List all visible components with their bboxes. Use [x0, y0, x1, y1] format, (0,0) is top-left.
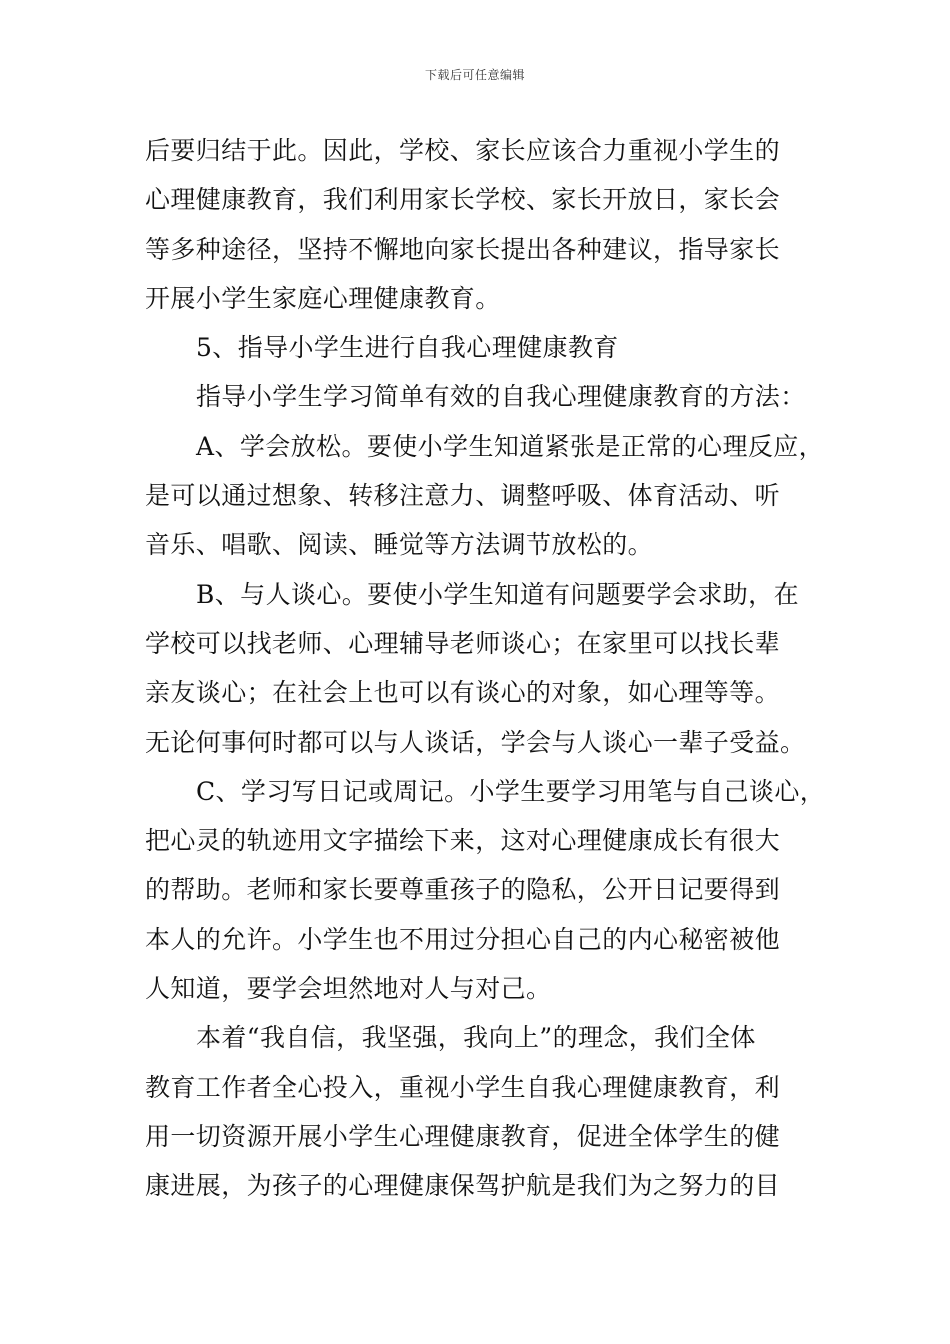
body-line: 康进展，为孩子的心理健康保驾护航是我们为之努力的目	[145, 1171, 781, 1201]
body-line: 无论何事何时都可以与人谈话，学会与人谈心一辈子受益。	[145, 727, 806, 757]
body-line: 人知道，要学会坦然地对人与对己。	[145, 974, 552, 1004]
body-line: 学校可以找老师、心理辅导老师谈心；在家里可以找长辈	[145, 628, 781, 658]
body-line: 用一切资源开展小学生心理健康教育，促进全体学生的健	[145, 1121, 781, 1151]
item-c-line: C、学习写日记或周记。小学生要学习用笔与自己谈心，	[196, 776, 826, 806]
body-line: 音乐、唱歌、阅读、睡觉等方法调节放松的。	[145, 530, 654, 560]
body-line: 本人的允许。小学生也不用过分担心自己的内心秘密被他	[145, 924, 781, 954]
body-line: 本着“我自信，我坚强，我向上”的理念，我们全体	[196, 1023, 756, 1053]
page-header: 下载后可任意编辑	[424, 68, 525, 82]
body-line: 是可以通过想象、转移注意力、调整呼吸、体育活动、听	[145, 481, 781, 511]
body-line: 等多种途径，坚持不懈地向家长提出各种建议，指导家长	[145, 234, 781, 264]
document-body	[145, 126, 825, 1211]
body-line: 亲友谈心；在社会上也可以有谈心的对象，如心理等等。	[145, 678, 781, 708]
body-line: 开展小学生家庭心理健康教育。	[145, 283, 501, 313]
item-a-line: A、学会放松。要使小学生知道紧张是正常的心理反应，	[196, 431, 825, 461]
section-heading: 5、指导小学生进行自我心理健康教育	[196, 333, 619, 363]
body-line: 把心灵的轨迹用文字描绘下来，这对心理健康成长有很大	[145, 826, 781, 856]
body-line: 指导小学生学习简单有效的自我心理健康教育的方法：	[196, 382, 806, 412]
body-line: 教育工作者全心投入，重视小学生自我心理健康教育，利	[145, 1072, 781, 1102]
body-line: 心理健康教育，我们利用家长学校、家长开放日，家长会	[145, 185, 781, 215]
body-line: 后要归结于此。因此，学校、家长应该合力重视小学生的	[145, 136, 781, 165]
item-b-line: B、与人谈心。要使小学生知道有问题要学会求助，在	[196, 579, 799, 609]
body-line: 的帮助。老师和家长要尊重孩子的隐私，公开日记要得到	[145, 875, 781, 905]
